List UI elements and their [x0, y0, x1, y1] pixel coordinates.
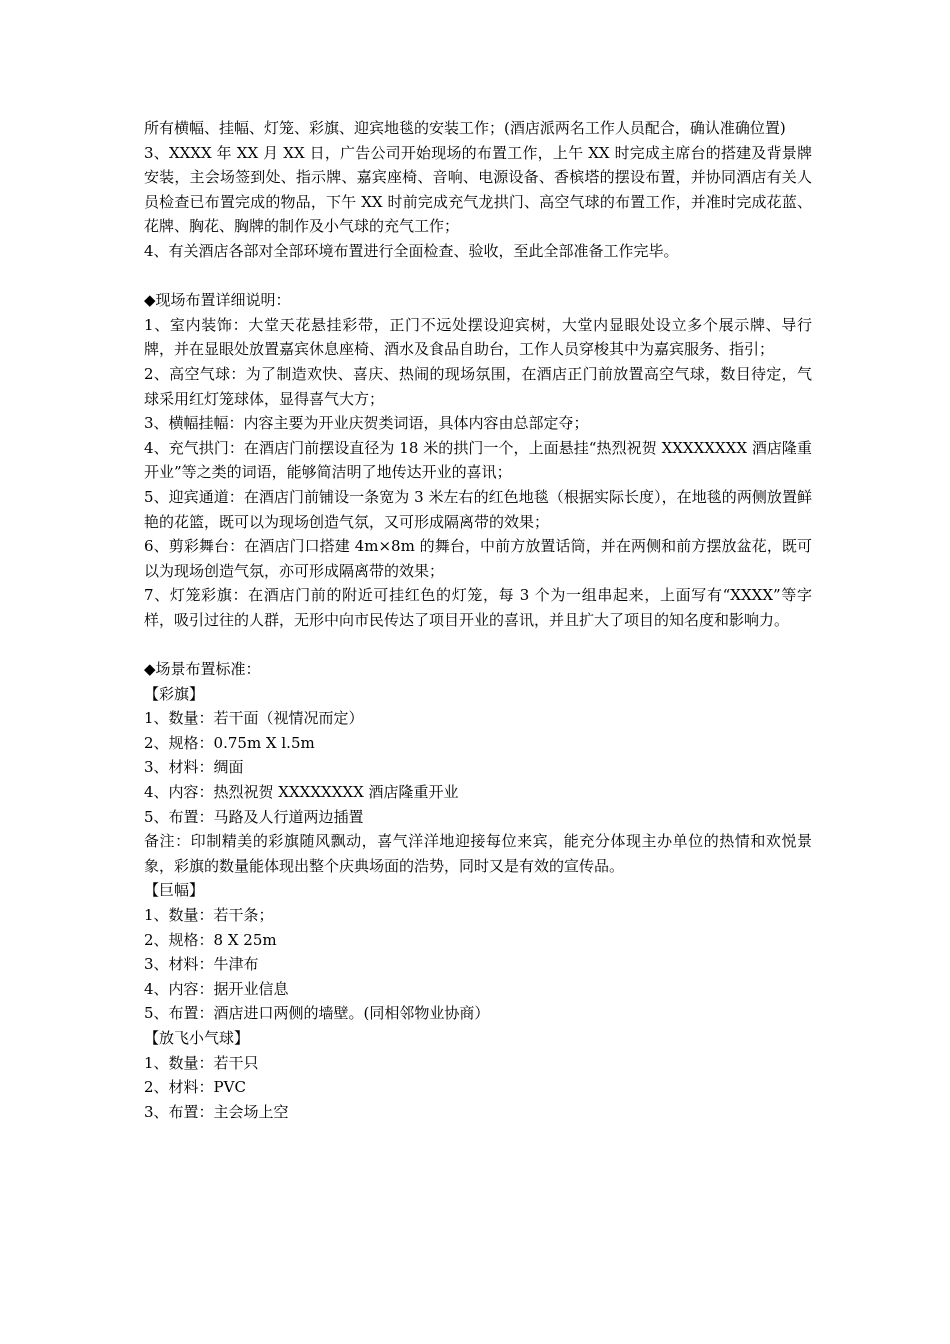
section-heading-scene-standards: ◆场景布置标准：	[144, 660, 261, 679]
intro-paragraph-3: 4、有关酒店各部对全部环境布置进行全面检查、验收，至此全部准备工作完毕。	[144, 241, 679, 260]
spacer	[144, 264, 812, 289]
flags-note: 备注：印制精美的彩旗随风飘动，喜气洋洋地迎接每位来宾，能充分体现主办单位的热情和欢悦景象，彩旗的数量能体现出整个庆典场面的浩势，同时又是有效的宣传品。	[144, 832, 812, 875]
banner-item-quantity: 1、数量：若干条；	[144, 906, 274, 924]
layout-item-indoor-decoration: 1、室内装饰：大堂天花悬挂彩带，正门不远处摆设迎宾树，大堂内显眼处设立多个展示牌、导行牌，并在显眼处放置嘉宾休息座椅、酒水及食品自助台，工作人员穿梭其中为嘉宾服务、指引；	[144, 315, 812, 359]
document-page	[144, 116, 812, 1124]
layout-item-banners: 3、横幅挂幅：内容主要为开业庆贺类词语，具体内容由总部定夺；	[144, 414, 589, 433]
balloons-item-quantity: 1、数量：若干只	[144, 1053, 259, 1072]
subsection-title-balloons: 【放飞小气球】	[144, 1028, 250, 1047]
layout-item-lanterns-flags: 7、灯笼彩旗：在酒店门前的附近可挂红色的灯笼，每 3 个为一组串起来，上面写有“XXXX”等字样，吸引过往的人群，无形中向市民传达了项目开业的喜讯，并且扩大了项目的知名度和影响力。	[144, 586, 812, 629]
layout-item-welcome-passage: 5、迎宾通道：在酒店门前铺设一条宽为 3 米左右的红色地毯（根据实际长度），在地毯的两侧放置鲜艳的花篮，既可以为现场创造气氛，又可形成隔离带的效果；	[144, 487, 812, 531]
flags-item-quantity: 1、数量：若干面（视情况而定）	[144, 709, 364, 728]
layout-item-air-balloon: 2、高空气球：为了制造欢快、喜庆、热闹的现场氛围，在酒店正门前放置高空气球，数目待定，气球采用红灯笼球体，显得喜气大方；	[144, 364, 812, 408]
flags-item-size: 2、规格：0.75m X l.5m	[144, 733, 315, 752]
banner-item-size: 2、规格：8 X 25m	[144, 930, 277, 949]
intro-paragraph-1: 所有横幅、挂幅、灯笼、彩旗、迎宾地毯的安装工作；(酒店派两名工作人员配合，确认准确位置)	[144, 119, 786, 137]
layout-item-inflatable-arch: 4、充气拱门：在酒店门前摆设直径为 18 米的拱门一个，上面悬挂“热烈祝贺 XXXXXXXX 酒店隆重开业”等之类的词语，能够简洁明了地传达开业的喜讯；	[144, 438, 812, 482]
layout-item-ribbon-stage: 6、剪彩舞台：在酒店门口搭建 4m×8m 的舞台，中前方放置话筒，并在两侧和前方摆放盆花，既可以为现场创造气氛，亦可形成隔离带的效果；	[144, 537, 812, 580]
flags-item-content: 4、内容：热烈祝贺 XXXXXXXX 酒店隆重开业	[144, 783, 459, 802]
subsection-title-flags: 【彩旗】	[144, 684, 205, 703]
section-heading-layout-details: ◆现场布置详细说明：	[144, 291, 291, 310]
balloons-item-material: 2、材料：PVC	[144, 1078, 246, 1097]
banner-item-placement: 5、布置：酒店进口两侧的墙壁。(同相邻物业协商）	[144, 1004, 490, 1023]
intro-paragraph-2: 3、XXXX 年 XX 月 XX 日，广告公司开始现场的布置工作，上午 XX 时完成主席台的搭建及背景牌安装，主会场签到处、指示牌、嘉宾座椅、音响、电源设备、香槟塔的摆设布置，并协同酒店有关人员检查已布置完成的物品，下午 XX 时前完成充气龙拱门、高空气球的布置工作，并准时完成花蓝、花牌、胸花、胸牌的制作及小气球的充气工作；	[144, 143, 812, 236]
banner-item-material: 3、材料：牛津布	[144, 955, 259, 974]
spacer	[144, 632, 812, 657]
flags-item-placement: 5、布置：马路及人行道两边插置	[144, 807, 364, 826]
subsection-title-banner: 【巨幅】	[144, 881, 205, 900]
balloons-item-placement: 3、布置：主会场上空	[144, 1102, 289, 1121]
banner-item-content: 4、内容：据开业信息	[144, 979, 289, 998]
flags-item-material: 3、材料：绸面	[144, 758, 244, 777]
